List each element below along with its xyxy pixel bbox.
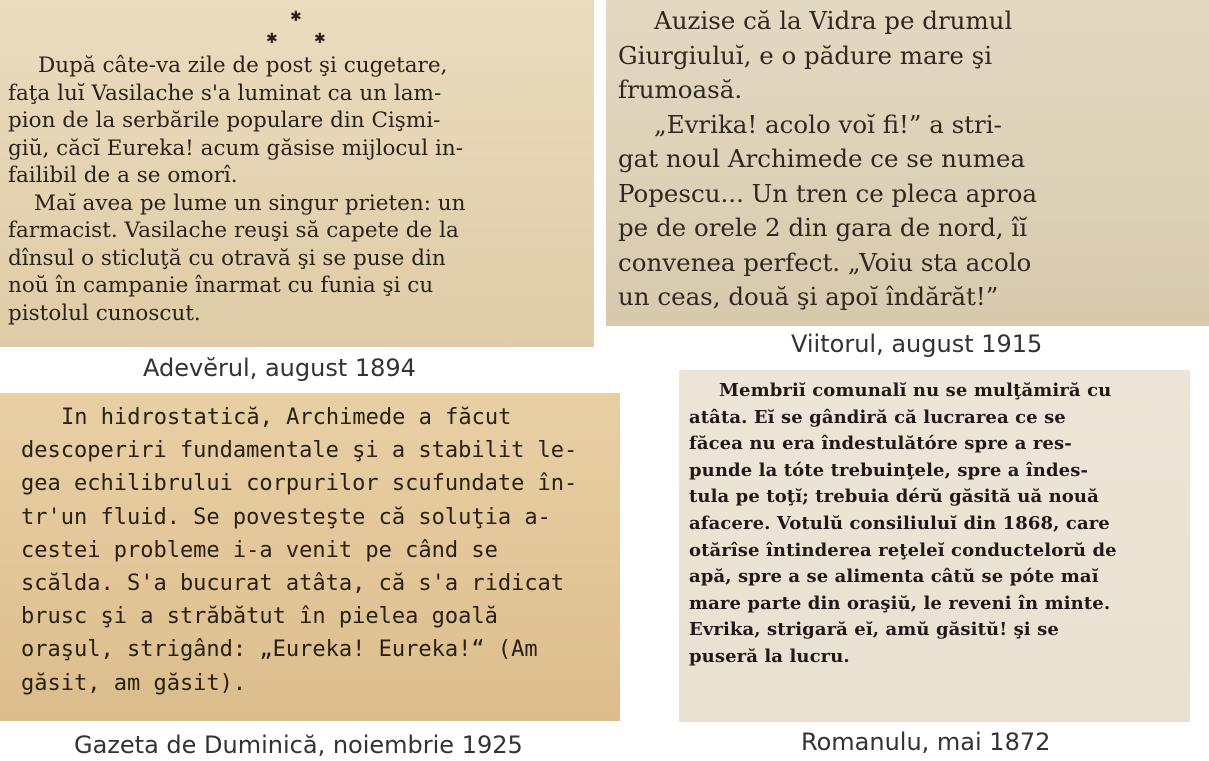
- text-line: După câte-va zile de post şi cugetare,: [38, 53, 448, 78]
- text-line: In hidrostatică, Archimede a făcut: [61, 405, 512, 430]
- text-line: mare parte din oraşiŭ, le reveni în minte.: [689, 592, 1111, 614]
- text-line: un ceas, două şi apoĭ îndărăt!”: [618, 282, 999, 311]
- text-line: cestei probleme i-a venit pe când se: [21, 537, 498, 563]
- text-line: Popescu... Un tren ce pleca aproa: [618, 178, 1037, 208]
- clipping-viitorul-1915: [606, 0, 1209, 326]
- text-line: „Evrika! acolo voĭ fi!” a stri-: [654, 109, 1002, 139]
- text-line: Giurgiuluĭ, e o pădure mare şi: [618, 40, 993, 70]
- text-line: pe de orele 2 din gara de nord, îĭ: [618, 213, 1028, 242]
- text-line: convenea perfect. „Voiu sta acolo: [618, 247, 1032, 277]
- text-line: scălda. S'a bucurat atâta, că s'a ridicat: [21, 571, 565, 597]
- clipping-adeverul-1894: ✱ ✱ ✱ După câte-va zile de post şi cugetare, faţa luĭ Vasilache s'a luminat ca un lam- pion de la serbările populare din Cişmi- giŭ, căcĭ Eureka! acum găsise mijlocul in- failibil de a se omorî. Maĭ avea pe lume un singur prieten: un farmacist. Vasilache reuşi să capete de la dînsul o sticluţă cu otravă şi se puse din noŭ în campanie înarmat cu funia şi cu pistolul cunoscut.: [0, 0, 594, 347]
- caption-gazeta: Gazeta de Duminică, noiembrie 1925: [74, 731, 523, 759]
- text-line: pion de la serbările populare din Cişmi-: [8, 108, 441, 133]
- text-line: atâta. Eĭ se gândiră că lucrarea ce se: [689, 406, 1066, 428]
- text-line: Evrika, strigară eĭ, amŭ găsitŭ! şi se: [689, 619, 1059, 641]
- text-line: frumoasă.: [618, 75, 743, 104]
- text-line: apă, spre a se alimenta câtŭ se póte maĭ: [689, 566, 1099, 588]
- clipping-gazeta-1925: [0, 393, 620, 721]
- text-line: brusc şi a străbătut în pielea goală: [21, 604, 498, 630]
- text-line: oraşul, strigând: „Eureka! Eureka!“ (Am: [21, 637, 538, 663]
- text-line: punde la tóte trebuinţele, spre a îndes-: [689, 459, 1089, 481]
- clipping-romanulu-1872: [679, 370, 1190, 722]
- text-line: făcea nu era îndestulătóre spre a res-: [689, 433, 1072, 455]
- text-line: pistolul cunoscut.: [8, 300, 201, 326]
- text-line: failibil de a se omorî.: [8, 163, 238, 188]
- text-line: gat noul Archimede ce se numea: [618, 144, 1026, 173]
- text-line: Membriĭ comunalĭ nu se mulţămiră cu: [719, 380, 1112, 401]
- text-line: tr'un fluid. Se povesteşte că soluţia a-: [21, 504, 551, 530]
- text-line: Auzise că la Vidra pe drumul: [654, 6, 1013, 35]
- text-line: gea echilibrului corpurilor scufundate în-: [21, 471, 578, 497]
- text-line: tula pe toţĭ; trebuia dérŭ găsită uă nouă: [689, 486, 1099, 508]
- caption-adeverul: Adevĕrul, august 1894: [143, 354, 416, 382]
- text-line: descoperiri fundamentale şi a stabilit le-: [21, 438, 578, 464]
- text-line: giŭ, căcĭ Eureka! acum găsise mijlocul in-: [8, 135, 463, 161]
- caption-romanulu: Romanulu, mai 1872: [801, 728, 1051, 756]
- text-line: găsit, am găsit).: [21, 670, 247, 696]
- text-line: afacere. Votulŭ consiliuluĭ din 1868, care: [689, 512, 1110, 534]
- text-line: faţa luĭ Vasilache s'a luminat ca un lam-: [8, 80, 442, 106]
- text-line: puseră la lucru.: [689, 645, 850, 667]
- text-line: dînsul o sticluţă cu otravă şi se puse din: [8, 245, 446, 271]
- caption-viitorul: Viitorul, august 1915: [791, 330, 1043, 358]
- text-line: Maĭ avea pe lume un singur prieten: un: [34, 190, 466, 216]
- text-line: farmacist. Vasilache reuşi să capete de la: [8, 218, 459, 243]
- text-line: noŭ în campanie înarmat cu funia şi cu: [8, 273, 434, 298]
- text-line: otărîse întinderea reţeleĭ conductelorŭ de: [689, 539, 1117, 561]
